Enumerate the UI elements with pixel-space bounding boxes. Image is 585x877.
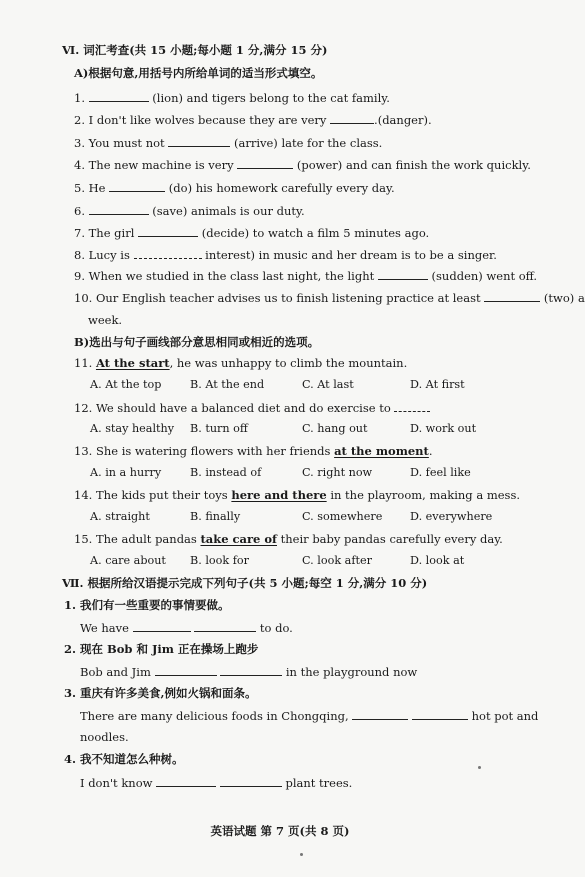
question-4: 4. The new machine is very (power) and can finish the work quickly. [74, 158, 531, 172]
question-7: 7. The girl (decide) to watch a film 5 minutes ago. [74, 226, 430, 240]
option-14c[interactable]: C. somewhere [302, 510, 383, 523]
answer-blank[interactable] [138, 225, 198, 237]
answer-blank[interactable] [156, 775, 216, 787]
question-11: 11. At the start, he was unhappy to climb the mountain. [74, 356, 408, 370]
option-12a[interactable]: A. stay healthy [90, 422, 175, 435]
answer-blank[interactable] [194, 620, 256, 632]
answer-blank[interactable] [330, 112, 374, 124]
translation-2-chinese: 2. 现在 Bob 和 Jim 正在操场上跑步 [64, 642, 259, 656]
question-6: 6. (save) animals is our duty. [74, 204, 305, 218]
underlined-phrase: At the start [95, 356, 170, 370]
underlined-phrase: take care of [200, 532, 277, 546]
answer-blank[interactable] [237, 157, 293, 169]
underlined-phrase: at the moment [334, 444, 429, 458]
translation-4-chinese: 4. 我不知道怎么种树。 [64, 752, 184, 766]
section-7-title: Ⅶ. 根据所给汉语提示完成下列句子(共 5 小题;每空 1 分,满分 10 分) [62, 576, 428, 590]
scan-speck [300, 853, 303, 856]
option-11a[interactable]: A. At the top [90, 378, 162, 391]
translation-3-english: There are many delicious foods in Chongqing, hot pot and [80, 709, 539, 723]
answer-blank[interactable] [134, 247, 202, 259]
question-8: 8. Lucy is interest) in music and her dream is to be a singer. [74, 248, 497, 262]
translation-4-english: I don't know plant trees. [80, 776, 353, 790]
section-6-title: Ⅵ. 词汇考查(共 15 小题;每小题 1 分,满分 15 分) [62, 43, 328, 57]
translation-1-english: We have to do. [80, 621, 293, 635]
answer-blank[interactable] [352, 708, 408, 720]
answer-blank[interactable] [155, 664, 217, 676]
question-3: 3. You must not (arrive) late for the class. [74, 136, 383, 150]
answer-blank[interactable] [89, 90, 149, 102]
part-b-instruction: B)选出与句子画线部分意思相同或相近的选项。 [74, 335, 320, 349]
answer-blank[interactable] [220, 664, 282, 676]
option-14b[interactable]: B. finally [190, 510, 241, 523]
question-12: 12. We should have a balanced diet and do exercise to [74, 400, 430, 415]
underlined-phrase [394, 400, 430, 412]
scan-speck [478, 766, 481, 769]
option-13d[interactable]: D. feel like [410, 466, 471, 479]
answer-blank[interactable] [89, 203, 149, 215]
option-13c[interactable]: C. right now [302, 466, 373, 479]
question-9: 9. When we studied in the class last night, the light (sudden) went off. [74, 269, 538, 283]
question-5: 5. He (do) his homework carefully every day. [74, 181, 395, 195]
option-13b[interactable]: B. instead of [190, 466, 262, 479]
answer-blank[interactable] [220, 775, 282, 787]
option-12d[interactable]: D. work out [410, 422, 477, 435]
part-a-instruction: A)根据句意,用括号内所给单词的适当形式填空。 [74, 66, 323, 80]
answer-blank[interactable] [412, 708, 468, 720]
question-14: 14. The kids put their toys here and there in the playroom, making a mess. [74, 488, 521, 502]
option-12b[interactable]: B. turn off [190, 422, 248, 435]
answer-blank[interactable] [378, 268, 428, 280]
option-14d[interactable]: D. everywhere [410, 510, 493, 523]
question-2: 2. I don't like wolves because they are very .(danger). [74, 113, 432, 127]
answer-blank[interactable] [133, 620, 191, 632]
page-footer: 英语试题 第 7 页(共 8 页) [210, 824, 350, 838]
option-13a[interactable]: A. in a hurry [90, 466, 162, 479]
option-15c[interactable]: C. look after [302, 554, 372, 567]
answer-blank[interactable] [109, 180, 165, 192]
translation-1-chinese: 1. 我们有一些重要的事情要做。 [64, 598, 230, 612]
underlined-phrase: here and there [231, 488, 327, 502]
answer-blank[interactable] [168, 135, 230, 147]
translation-3-continued: noodles. [80, 730, 129, 744]
answer-blank[interactable] [484, 290, 540, 302]
question-13: 13. She is watering flowers with her friends at the moment. [74, 444, 433, 458]
question-10: 10. Our English teacher advises us to finish listening practice at least (two) a [74, 291, 585, 305]
option-15d[interactable]: D. look at [410, 554, 465, 567]
translation-2-english: Bob and Jim in the playground now [80, 665, 418, 679]
option-14a[interactable]: A. straight [90, 510, 150, 523]
option-12c[interactable]: C. hang out [302, 422, 368, 435]
option-15b[interactable]: B. look for [190, 554, 249, 567]
option-11c[interactable]: C. At last [302, 378, 354, 391]
translation-3-chinese: 3. 重庆有许多美食,例如火锅和面条。 [64, 686, 257, 700]
option-11d[interactable]: D. At first [410, 378, 465, 391]
question-10-continued: week. [88, 313, 123, 327]
option-11b[interactable]: B. At the end [190, 378, 265, 391]
option-15a[interactable]: A. care about [90, 554, 166, 567]
question-1: 1. (lion) and tigers belong to the cat family. [74, 91, 390, 105]
question-15: 15. The adult pandas take care of their baby pandas carefully every day. [74, 532, 503, 546]
